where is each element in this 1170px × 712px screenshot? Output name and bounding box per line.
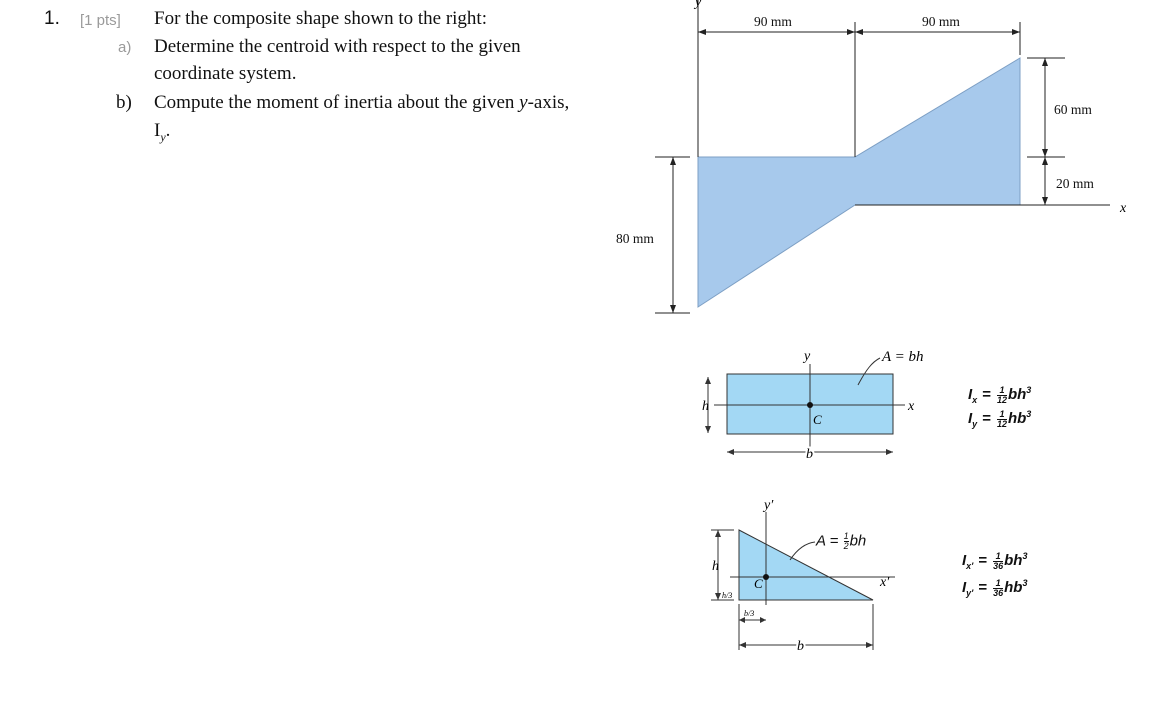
problem-number: 1. xyxy=(44,8,60,29)
triangle-x-label: x′ xyxy=(880,575,890,590)
part-b-marker: b) xyxy=(116,92,132,113)
triangle-b3-label: b/3 xyxy=(744,609,755,618)
rectangle-b-label: b xyxy=(806,447,813,462)
axis-y-label: y xyxy=(695,0,702,10)
rectangle-iy-formula: $I_y$ = $\frac{1}{12}$ $hb^3$ xyxy=(968,408,1032,429)
rectangle-ix-formula: $I_x$ = $\frac{1}{12}$ $bh^3$ xyxy=(968,384,1032,405)
dim-left: 80 mm xyxy=(616,231,654,246)
composite-shape xyxy=(698,58,1020,307)
triangle-area-formula: A = $\frac{1}{2}$ bh xyxy=(816,531,867,551)
points-label: [1 pts] xyxy=(80,12,121,29)
rectangle-y-label: y xyxy=(804,349,811,364)
part-a-marker: a) xyxy=(118,39,132,56)
triangle-centroid-dot xyxy=(763,574,769,580)
dim-right-upper: 60 mm xyxy=(1054,102,1092,117)
triangle-b-label: b xyxy=(797,639,804,654)
triangle-ix-formula: $I_{x'}$ = $\frac{1}{36}$ $bh^3$ xyxy=(962,550,1028,571)
triangle-iy-formula: $I_{y'}$ = $\frac{1}{36}$ $hb^3$ xyxy=(962,577,1028,598)
dim-right-lower: 20 mm xyxy=(1056,176,1094,191)
part-a-line-2: coordinate system. xyxy=(154,63,297,84)
rectangle-centroid-dot xyxy=(807,402,813,408)
dim-top-left: 90 mm xyxy=(754,14,792,29)
part-b-line-2: $I_y$. xyxy=(154,120,171,144)
axis-x-label: x xyxy=(1120,201,1127,216)
part-b-line-1: Compute the moment of inertia about the given y-axis, xyxy=(154,92,570,113)
rectangle-h-label: h xyxy=(702,399,709,414)
problem-intro: For the composite shape shown to the right: xyxy=(154,8,487,29)
rectangle-area-formula: A = bh xyxy=(882,349,924,365)
dim-top-right: 90 mm xyxy=(922,14,960,29)
rectangle-centroid-label: C xyxy=(813,412,822,427)
triangle-centroid-label: C xyxy=(754,576,763,591)
triangle-y-label: y′ xyxy=(764,498,774,513)
rectangle-x-label: x xyxy=(908,399,915,414)
triangle-h3-label: h/3 xyxy=(722,591,733,600)
triangle-h-label: h xyxy=(712,559,719,574)
part-a-line-1: Determine the centroid with respect to the given xyxy=(154,36,521,57)
